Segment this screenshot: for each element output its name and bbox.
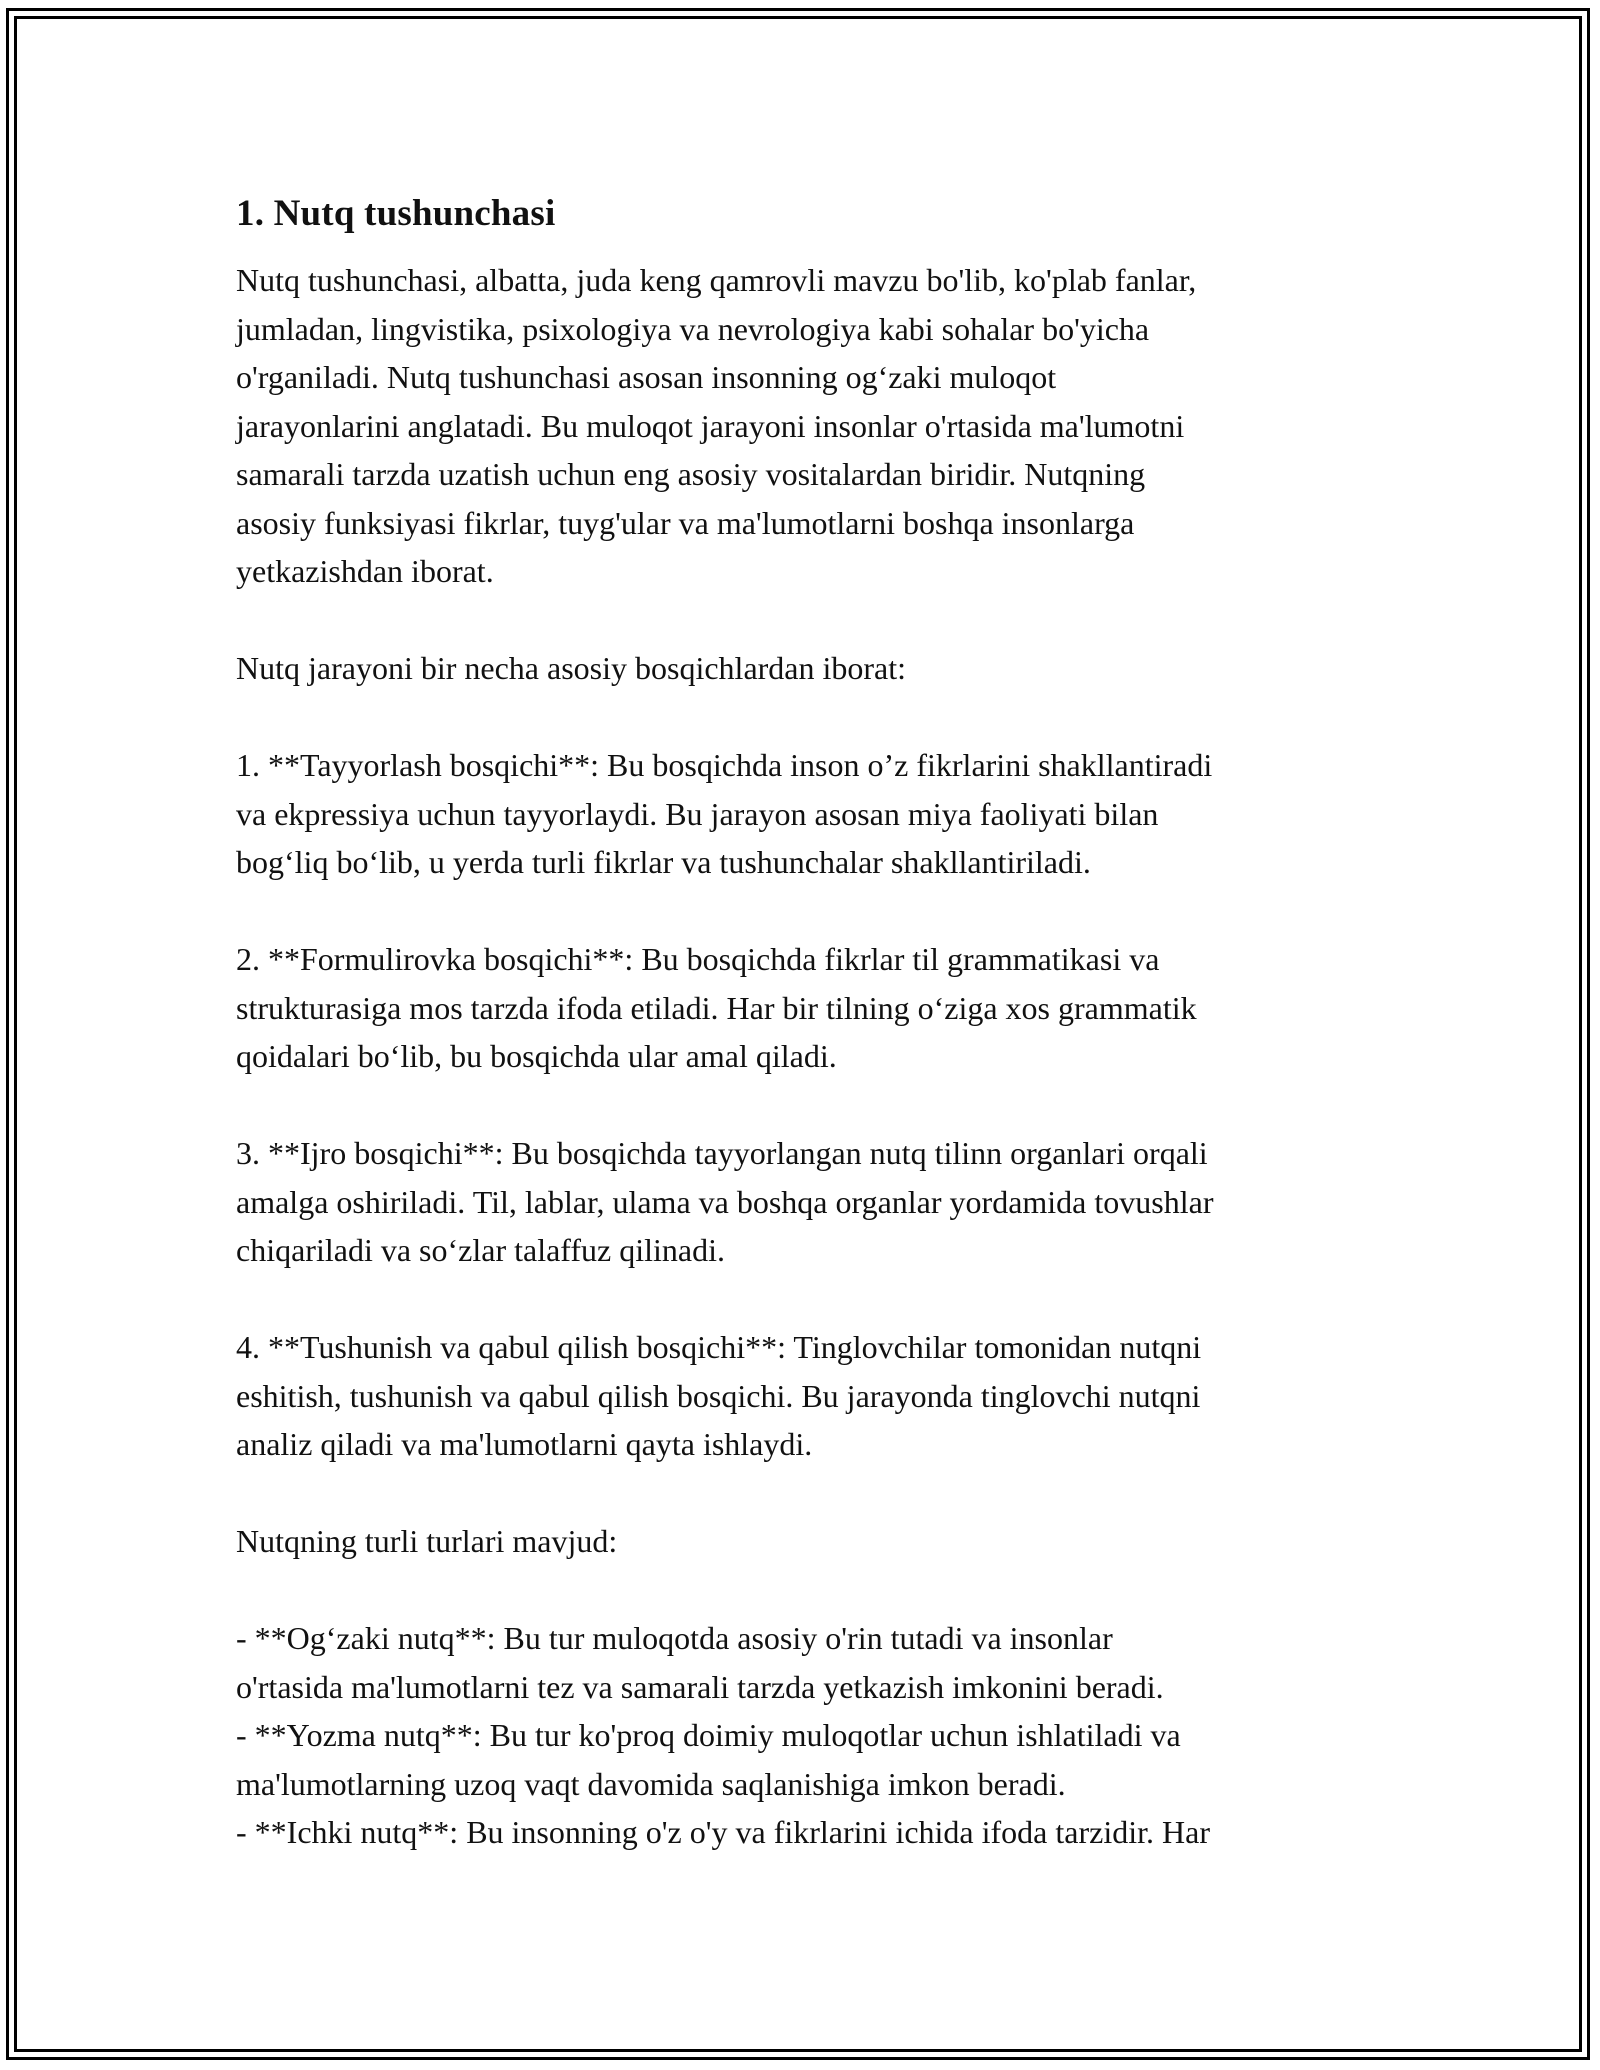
paragraph-gap (236, 887, 1376, 936)
paragraph-gap (236, 1566, 1376, 1615)
intro-paragraph: Nutq tushunchasi, albatta, juda keng qamrovli mavzu bo'lib, ko'plab fanlar, jumladan, lingvistika, psixologiya va nevrologiya kabi sohalar bo'yicha o'rganiladi. Nutq tushunchasi asosan insonning og‘zaki muloqot jarayonlarini anglatadi. Bu muloqot jarayoni insonlar o'rtasida ma'lumotni samarali tarzda uzatish uchun eng asosiy vositalardan biridir. Nutqning asosiy funksiyasi fikrlar, tuyg'ular va ma'lumotlarni boshqa insonlarga yetkazishdan iborat. (236, 262, 1197, 589)
stage-item: 3. **Ijro bosqichi**: Bu bosqichda tayyorlangan nutq tilinn organlari orqali amalga oshiriladi. Til, lablar, ulama va boshqa organlar yordamida tovushlar chiqariladi va so‘zlar talaffuz qilinadi. (236, 1135, 1214, 1268)
paragraph-gap (236, 693, 1376, 742)
stages-intro-paragraph: Nutq jarayoni bir necha asosiy bosqichlardan iborat: (236, 650, 907, 686)
types-intro-paragraph: Nutqning turli turlari mavjud: (236, 1523, 618, 1559)
stage-item: 4. **Tushunish va qabul qilish bosqichi**: Tinglovchilar tomonidan nutqni eshitish, tushunish va qabul qilish bosqichi. Bu jarayonda tinglovchi nutqni analiz qiladi va ma'lumotlarni qayta ishlaydi. (236, 1329, 1202, 1462)
type-item: - **Yozma nutq**: Bu tur ko'proq doimiy muloqotlar uchun ishlatiladi va ma'lumotlarning uzoq vaqt davomida saqlanishiga imkon beradi. (236, 1717, 1181, 1802)
paragraph-gap (236, 1081, 1376, 1130)
section-heading: 1. Nutq tushunchasi (236, 193, 556, 234)
stage-item: 2. **Formulirovka bosqichi**: Bu bosqichda fikrlar til grammatikasi va strukturasiga mos tarzda ifoda etiladi. Har bir tilning o‘ziga xos grammatik qoidalari bo‘lib, bu bosqichda ular amal qiladi. (236, 941, 1197, 1074)
type-item: - **Ichki nutq**: Bu insonning o'z o'y va fikrlarini ichida ifoda tarzidir. Har (236, 1814, 1210, 1850)
type-item: - **Og‘zaki nutq**: Bu tur muloqotda asosiy o'rin tutadi va insonlar o'rtasida ma'lumotlarni tez va samarali tarzda yetkazish imkonini beradi. (236, 1620, 1164, 1705)
paragraph-gap (236, 1275, 1376, 1324)
stage-item: 1. **Tayyorlash bosqichi**: Bu bosqichda inson o’z fikrlarini shakllantiradi va ekpressiya uchun tayyorlaydi. Bu jarayon asosan miya faoliyati bilan bog‘liq bo‘lib, u yerda turli fikrlar va tushunchalar shakllantiriladi. (236, 747, 1213, 880)
paragraph-gap (236, 1469, 1376, 1518)
paragraph-gap (236, 596, 1376, 645)
document-body (236, 188, 1376, 1857)
